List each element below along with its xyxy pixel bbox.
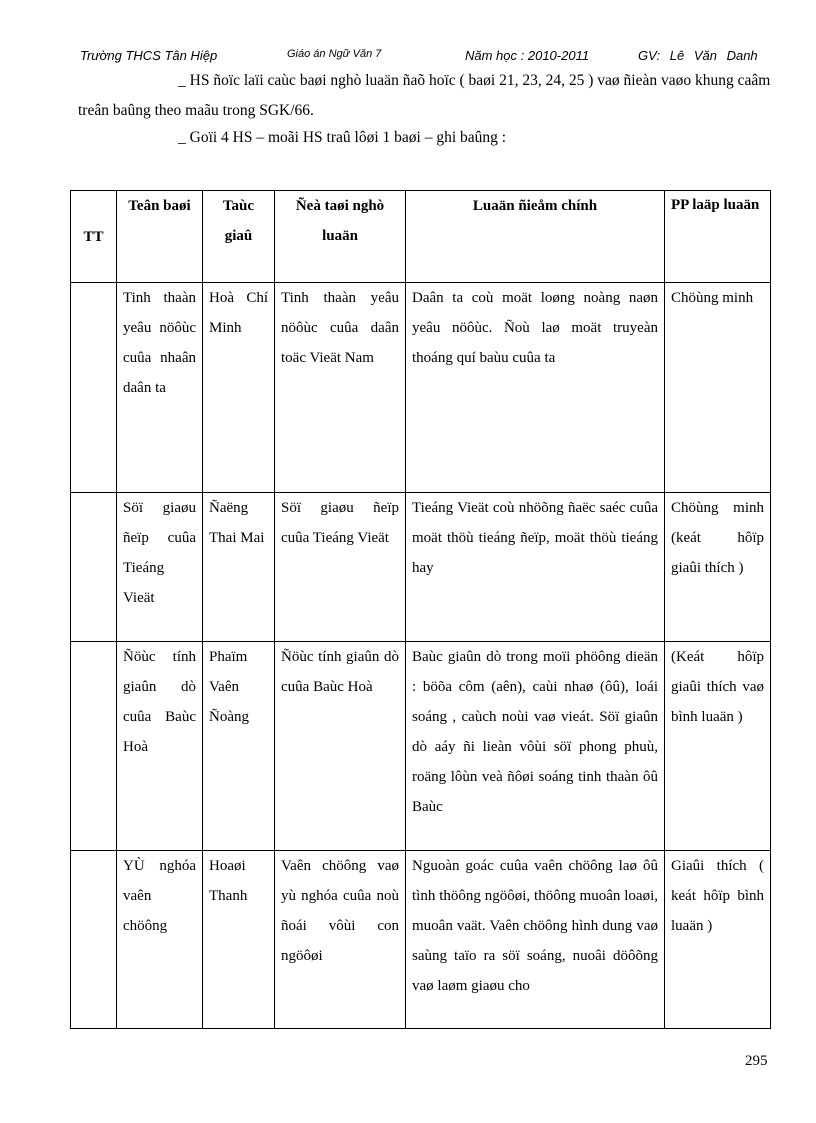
- header-teacher: GV: Lê Văn Danh: [638, 48, 758, 63]
- cell-tt: [71, 851, 117, 1029]
- cell-title: Ñöùc tính giaûn dò cuûa Baùc Hoà: [117, 642, 203, 851]
- intro-paragraph: _ HS ñoïc laïi caùc baøi nghò luaän ñaõ hoïc ( baøi 21, 23, 24, 25 ) vaø ñieàn vaøo khung caâm treân baûng theo maãu trong SGK/66.: [78, 72, 771, 119]
- header-author: Taùc giaû: [203, 191, 275, 283]
- cell-title: YÙ nghóa vaên chöông: [117, 851, 203, 1029]
- table-header-row: [71, 191, 771, 283]
- cell-method: (Keát hôïp giaûi thích vaø bình luaän ): [665, 642, 771, 851]
- header-title: Teân baøi: [117, 191, 203, 283]
- table-row: [71, 851, 771, 1029]
- header-main-point: Luaän ñieåm chính: [406, 191, 665, 283]
- cell-method: Chöùng minh (keát hôïp giaûi thích ): [665, 493, 771, 642]
- header-year: Năm học : 2010-2011: [465, 48, 590, 63]
- cell-author: Ñaëng Thai Mai: [203, 493, 275, 642]
- cell-title: Söï giaøu ñeïp cuûa Tieáng Vieät: [117, 493, 203, 642]
- cell-method: Chöùng minh: [665, 283, 771, 493]
- cell-tt: [71, 493, 117, 642]
- cell-main-point: Daân ta coù moät loøng noàng naøn yeâu nöôùc. Ñoù laø moät truyeàn thoáng quí baùu cuûa ta: [406, 283, 665, 493]
- instruction-line: _ Goïi 4 HS – moãi HS traû lôøi 1 baøi – ghi baûng :: [178, 129, 507, 146]
- cell-author: Hoaøi Thanh: [203, 851, 275, 1029]
- cell-topic: Vaên chöông vaø yù nghóa cuûa noù ñoái vôùi con ngöôøi: [275, 851, 406, 1029]
- cell-title: Tinh thaàn yeâu nöôùc cuûa nhaân daân ta: [117, 283, 203, 493]
- page-number: 295: [745, 1053, 768, 1069]
- cell-author: Hoà Chí Minh: [203, 283, 275, 493]
- header-method: PP laäp luaän: [665, 191, 771, 283]
- header-tt: TT: [71, 191, 117, 283]
- cell-main-point: Tieáng Vieät coù nhöõng ñaëc saéc cuûa moät thöù tieáng ñeïp, moät thöù tieáng hay: [406, 493, 665, 642]
- header-school: Trường THCS Tân Hiệp: [80, 48, 218, 63]
- cell-main-point: Nguoàn goác cuûa vaên chöông laø ôû tình thöông ngöôøi, thöông muoân loaøi, muoân vaät. Vaên chöông hình dung vaø saùng taïo ra söï soáng, nuoâi döôõng vaø laøm giaøu cho: [406, 851, 665, 1029]
- cell-method: Giaûi thích ( keát hôïp bình luaän ): [665, 851, 771, 1029]
- cell-tt: [71, 642, 117, 851]
- table-row: [71, 642, 771, 851]
- cell-tt: [71, 283, 117, 493]
- cell-topic: Ñöùc tính giaûn dò cuûa Baùc Hoà: [275, 642, 406, 851]
- header-plan: Giáo án Ngữ Văn 7: [287, 48, 382, 60]
- header-topic: Ñeà taøi nghò luaän: [275, 191, 406, 283]
- cell-main-point: Baùc giaûn dò trong moïi phöông dieän : böõa côm (aên), caùi nhaø (ôû), loái soáng , caùch noùi vaø vieát. Söï giaûn dò aáy ñi lieàn vôùi söï phong phuù, roäng lôùn veà ñôøi soáng tinh thaàn ôû Baùc: [406, 642, 665, 851]
- table-row: [71, 493, 771, 642]
- cell-topic: Tinh thaàn yeâu nöôùc cuûa daân toäc Vieät Nam: [275, 283, 406, 493]
- summary-table: [70, 190, 771, 1029]
- cell-topic: Söï giaøu ñeïp cuûa Tieáng Vieät: [275, 493, 406, 642]
- table-row: [71, 283, 771, 493]
- cell-author: Phaïm Vaên Ñoàng: [203, 642, 275, 851]
